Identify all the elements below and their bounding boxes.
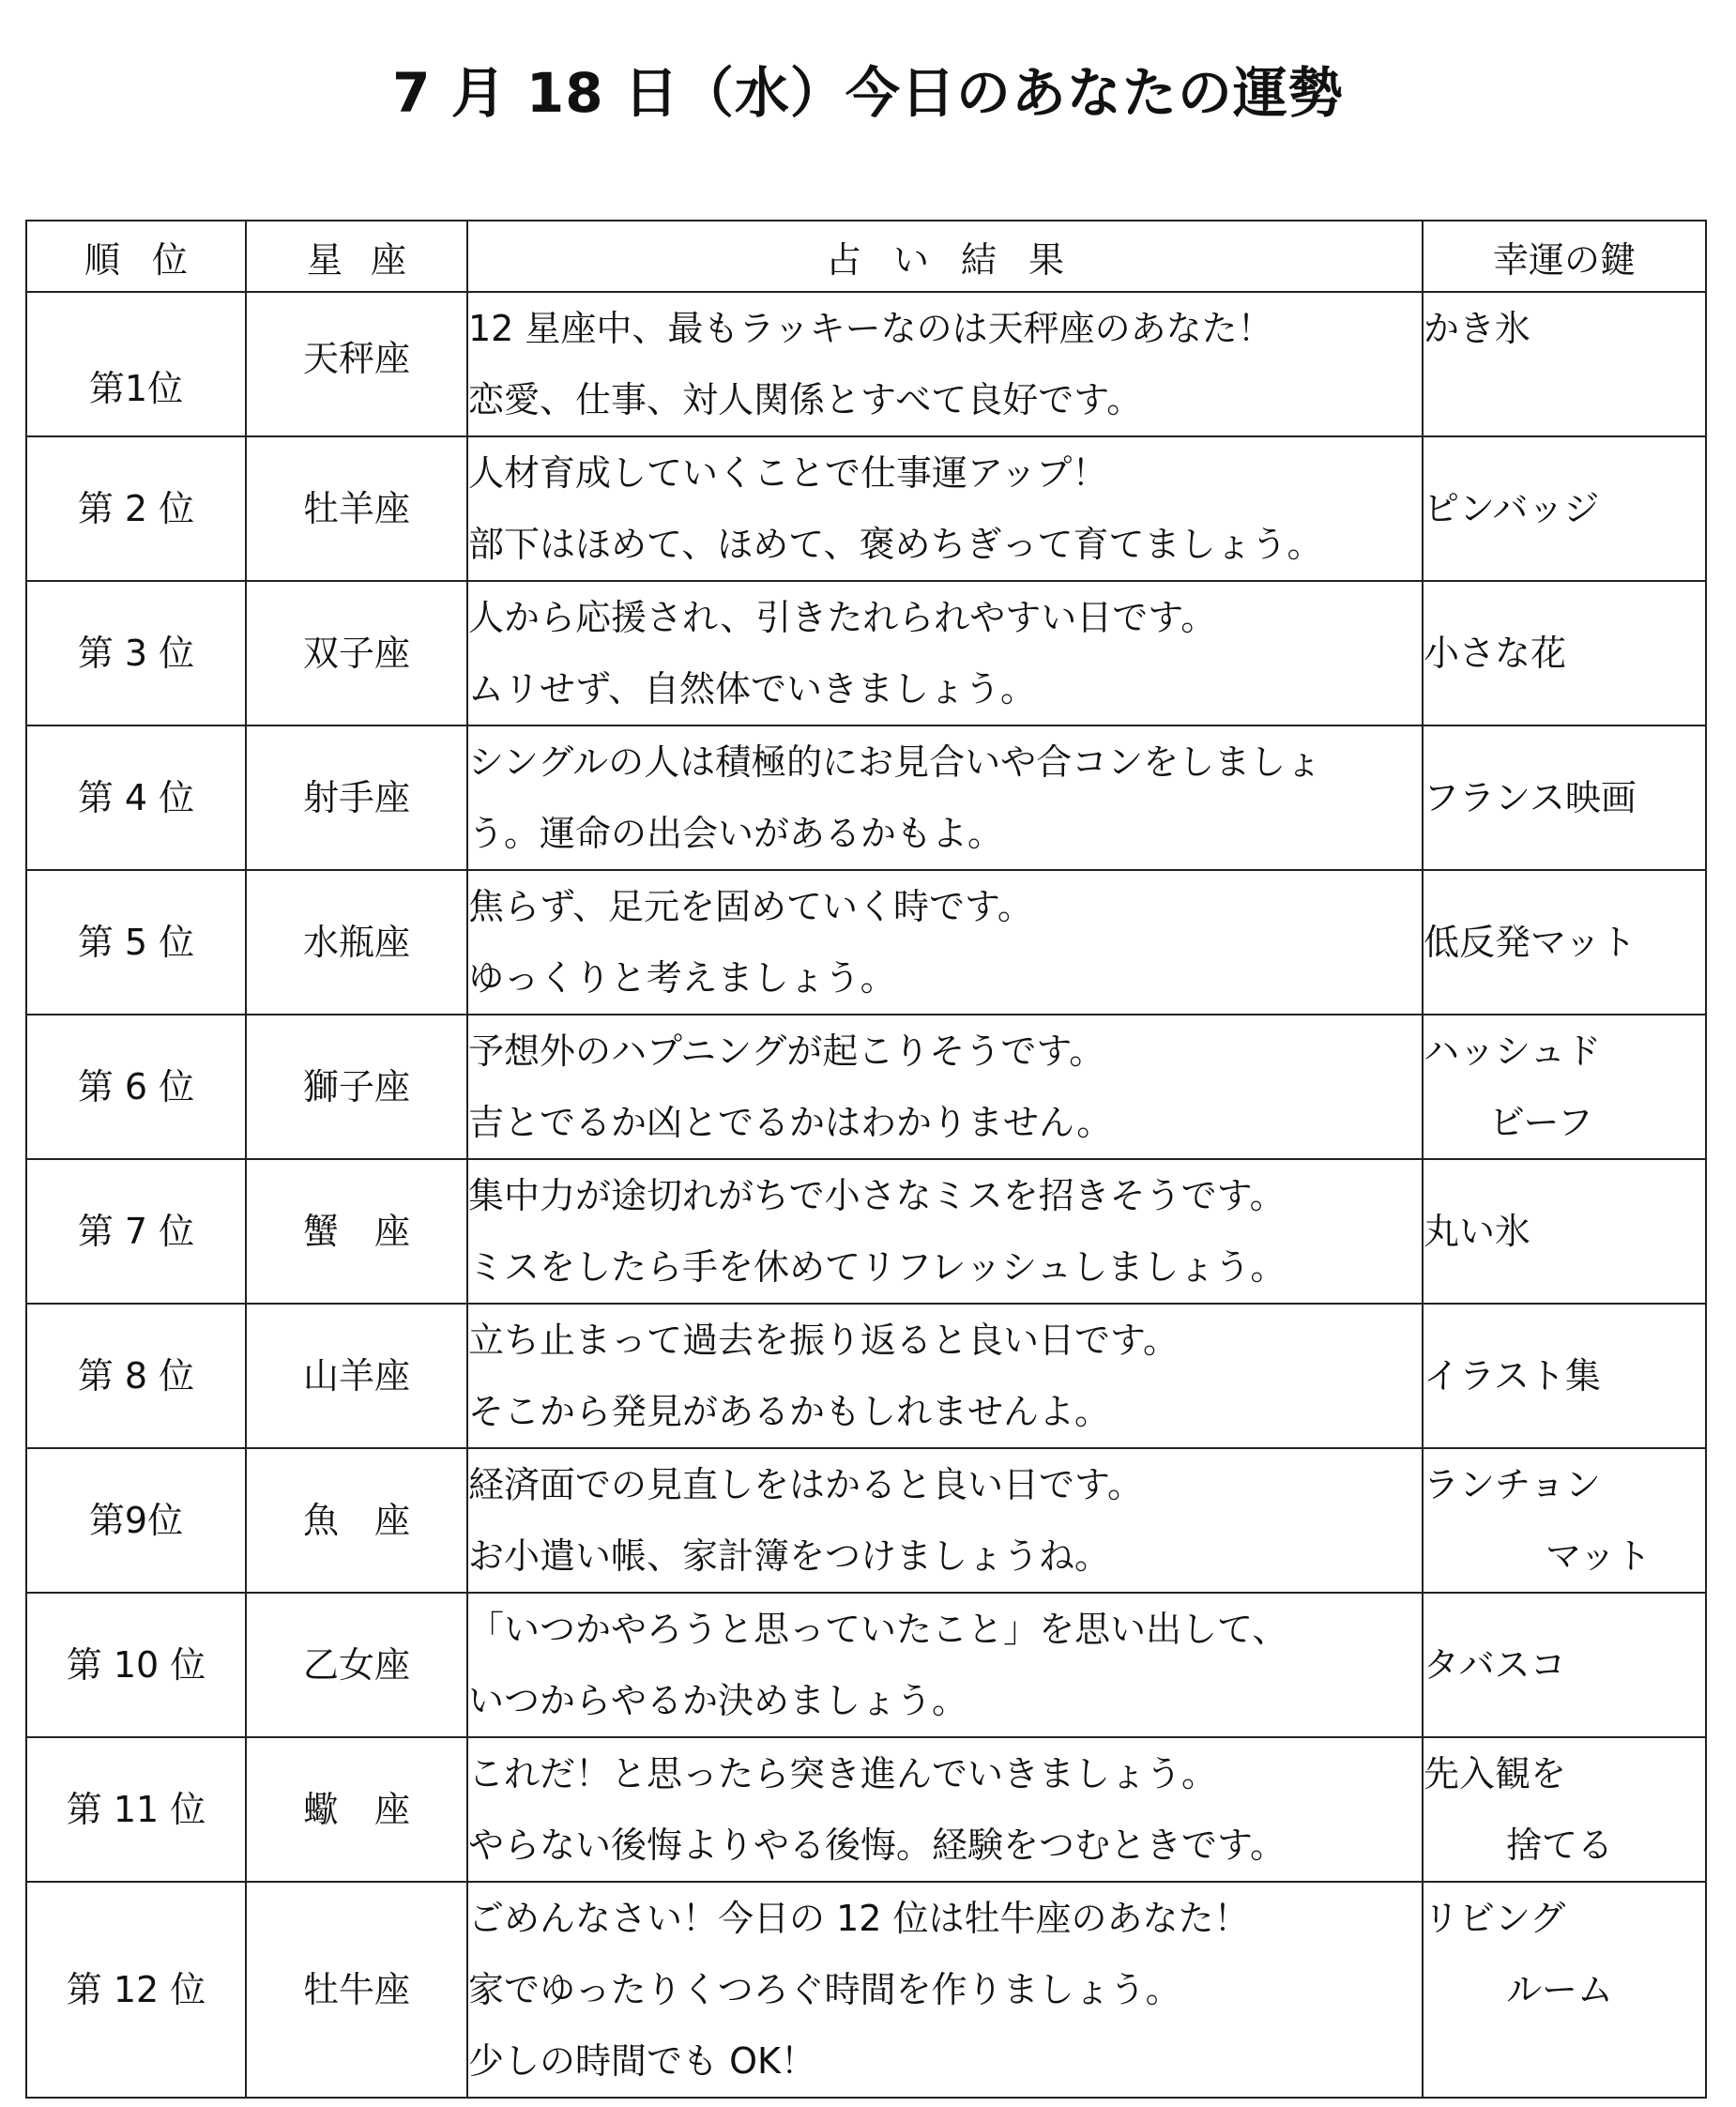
sign-cell: 獅子座 [246, 1015, 467, 1159]
lucky-key-line2: ビーフ [1489, 1102, 1593, 1143]
result-cell [467, 1448, 1423, 1593]
table-header-row [26, 221, 1706, 292]
result-cell [467, 870, 1423, 1015]
header-result: 占い結果 [467, 221, 1423, 292]
result-cell [467, 1593, 1423, 1737]
result-cell [467, 1882, 1423, 2098]
table-row [26, 1593, 1706, 1737]
header-sign: 星座 [246, 221, 467, 292]
page-title: 7 月 18 日（水）今日のあなたの運勢 [392, 61, 1344, 125]
rank-cell: 第 10 位 [26, 1593, 246, 1737]
result-line: 「いつかやろうと思っていたこと」を思い出して、 [468, 1609, 1288, 1650]
rank-cell: 第 8 位 [26, 1304, 246, 1448]
result-line: シングルの人は積極的にお見合いや合コンをしましょ [468, 741, 1322, 783]
result-line: ムリせず、自然体でいきましょう。 [468, 668, 1036, 710]
table-row [26, 870, 1706, 1015]
lucky-key-line2: ルーム [1506, 1969, 1614, 2010]
result-line: 人材育成していくことで仕事運アップ！ [468, 452, 1108, 494]
lucky-key: リビング [1424, 1898, 1566, 1939]
lucky-key-cell [1423, 436, 1706, 581]
lucky-key-cell [1423, 1304, 1706, 1448]
rank-cell: 第 4 位 [26, 725, 246, 870]
lucky-key: 低反発マット [1424, 922, 1637, 963]
sign-cell: 水瓶座 [246, 870, 467, 1015]
result-line: 部下はほめて、ほめて、褒めちぎって育てましょう。 [468, 524, 1323, 565]
table-row [26, 1304, 1706, 1448]
result-cell [467, 1737, 1423, 1882]
result-line: ミスをしたら手を休めてリフレッシュしましょう。 [468, 1246, 1287, 1288]
lucky-key-cell [1423, 1593, 1706, 1737]
table-row [26, 1015, 1706, 1159]
lucky-key-cell [1423, 1882, 1706, 2098]
rank-cell: 第 12 位 [26, 1882, 246, 2098]
result-line: 少しの時間でも OK！ [468, 2040, 816, 2082]
sign-cell: 乙女座 [246, 1593, 467, 1737]
fortune-table [25, 220, 1707, 2099]
result-cell [467, 1304, 1423, 1448]
table-row [26, 292, 1706, 436]
result-line: お小遣い帳、家計簿をつけましょうね。 [468, 1535, 1111, 1577]
result-line: 家でゆったりくつろぐ時間を作りましょう。 [468, 1969, 1181, 2010]
sign-cell: 魚 座 [246, 1448, 467, 1593]
result-cell [467, 725, 1423, 870]
rank-cell: 第 6 位 [26, 1015, 246, 1159]
result-line: う。運命の出会いがあるかもよ。 [468, 813, 1004, 854]
sign-cell: 牡牛座 [246, 1882, 467, 2098]
table-row [26, 1448, 1706, 1593]
lucky-key-cell [1423, 870, 1706, 1015]
lucky-key-cell [1423, 1159, 1706, 1304]
result-line: ごめんなさい！今日の 12 位は牡牛座のあなた！ [468, 1898, 1250, 1939]
lucky-key-cell [1423, 1015, 1706, 1159]
sign-cell: 天秤座 [246, 292, 467, 436]
result-line: 12 星座中、最もラッキーなのは天秤座のあなた！ [468, 308, 1273, 349]
header-rank: 順位 [26, 221, 246, 292]
rank-cell: 第 11 位 [26, 1737, 246, 1882]
lucky-key: かき氷 [1424, 308, 1531, 349]
result-line: そこから発見があるかもしれませんよ。 [468, 1391, 1111, 1432]
lucky-key: ランチョン [1424, 1464, 1601, 1505]
table-row [26, 1159, 1706, 1304]
lucky-key-cell [1423, 292, 1706, 436]
table-row [26, 436, 1706, 581]
result-line: 人から応援され、引きたれられやすい日です。 [468, 597, 1217, 638]
lucky-key: 先入観を [1424, 1753, 1567, 1794]
result-line: やらない後悔よりやる後悔。経験をつむときです。 [468, 1825, 1286, 1866]
header-key: 幸運の鍵 [1423, 221, 1706, 292]
result-line: 吉とでるか凶とでるかはわかりません。 [468, 1102, 1113, 1143]
result-cell [467, 581, 1423, 725]
rank-cell: 第1位 [26, 292, 246, 436]
lucky-key: 小さな花 [1424, 633, 1567, 674]
lucky-key-cell [1423, 581, 1706, 725]
table-row [26, 1737, 1706, 1882]
lucky-key: タバスコ [1424, 1644, 1566, 1686]
sign-cell: 山羊座 [246, 1304, 467, 1448]
result-cell [467, 1159, 1423, 1304]
lucky-key-line2: 捨てる [1506, 1825, 1614, 1866]
result-line: ゆっくりと考えましょう。 [468, 957, 896, 999]
rank-cell: 第 5 位 [26, 870, 246, 1015]
result-line: 立ち止まって過去を振り返ると良い日です。 [468, 1320, 1179, 1361]
lucky-key-line2: マット [1546, 1535, 1652, 1577]
result-line: いつからやるか決めましょう。 [468, 1680, 968, 1721]
table-row [26, 581, 1706, 725]
lucky-key-cell [1423, 725, 1706, 870]
table-row [26, 725, 1706, 870]
result-line: これだ！と思ったら突き進んでいきましょう。 [468, 1753, 1218, 1794]
rank-cell: 第 2 位 [26, 436, 246, 581]
lucky-key: ピンバッジ [1424, 488, 1600, 529]
lucky-key: フランス映画 [1424, 777, 1637, 818]
result-line: 恋愛、仕事、対人関係とすべて良好です。 [468, 379, 1143, 420]
result-line: 予想外のハプニングが起こりそうです。 [468, 1031, 1105, 1072]
result-cell [467, 1015, 1423, 1159]
result-cell [467, 436, 1423, 581]
table-row [26, 1882, 1706, 2098]
sign-cell: 蟹 座 [246, 1159, 467, 1304]
result-line: 集中力が途切れがちで小さなミスを招きそうです。 [468, 1175, 1286, 1216]
sign-cell: 射手座 [246, 725, 467, 870]
result-cell [467, 292, 1423, 436]
rank-cell: 第9位 [26, 1448, 246, 1593]
sign-cell: 蠍 座 [246, 1737, 467, 1882]
rank-cell: 第 3 位 [26, 581, 246, 725]
lucky-key-cell [1423, 1448, 1706, 1593]
lucky-key: ハッシュド [1424, 1031, 1602, 1072]
result-line: 焦らず、足元を固めていく時です。 [468, 886, 1033, 927]
rank-cell: 第 7 位 [26, 1159, 246, 1304]
result-line: 経済面での見直しをはかると良い日です。 [468, 1464, 1143, 1505]
sign-cell: 牡羊座 [246, 436, 467, 581]
sign-cell: 双子座 [246, 581, 467, 725]
lucky-key-cell [1423, 1737, 1706, 1882]
lucky-key: 丸い氷 [1424, 1211, 1531, 1252]
lucky-key: イラスト集 [1424, 1355, 1601, 1397]
